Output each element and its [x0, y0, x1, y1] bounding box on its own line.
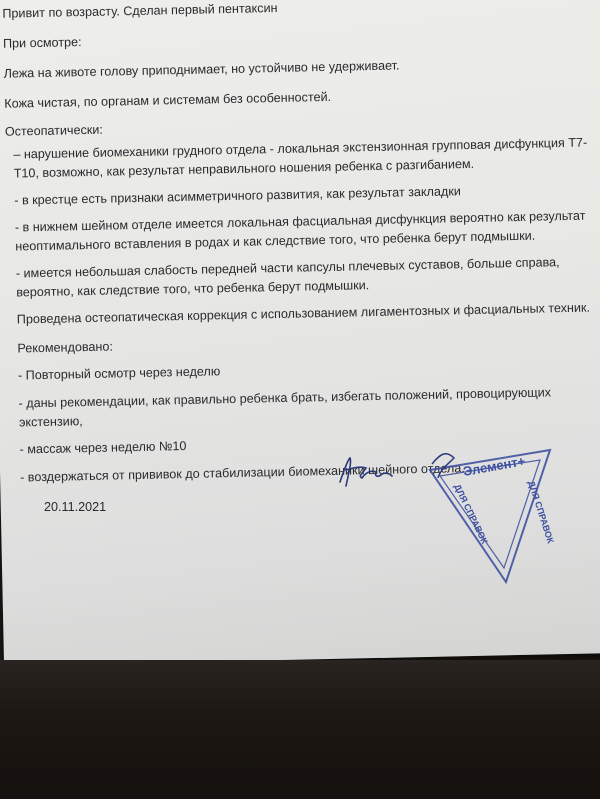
stamp-text-right: ДЛЯ СПРАВОК — [526, 479, 556, 545]
text-line-9: - в нижнем шейном отделе имеется локальная фасциальная дисфункция вероятно как результат — [14, 208, 586, 235]
dark-background — [0, 660, 600, 799]
text-line-10: неоптимального вставления в родах и как следствие того, что ребенка берут подмышки. — [15, 228, 536, 254]
stamp-text-left: ДЛЯ СПРАВОК — [452, 482, 490, 546]
text-line-18: - массаж через неделю №10 — [19, 438, 187, 457]
handwritten-signature — [332, 452, 412, 492]
text-line-2: При осмотре: — [2, 35, 82, 51]
triangle-stamp — [410, 430, 560, 590]
text-line-19: - воздержаться от прививок до стабилизации биомеханики шейного отдела. — [19, 461, 465, 485]
text-line-1: Привит по возрасту. Сделан первый пентаксин — [2, 0, 278, 21]
text-line-13: Проведена остеопатическая коррекция с использованием лигаментозных и фасциальных техник. — [16, 300, 591, 327]
text-line-8: - в крестце есть признаки асимметричного развития, как результат закладки — [14, 184, 461, 208]
text-line-14: Рекомендовано: — [17, 339, 114, 356]
text-line-6: – нарушение биомеханики грудного отдела - локальная экстензионная групповая дисфункция Т7- — [13, 135, 588, 162]
text-line-3: Лежа на животе голову приподнимает, но устойчиво не удерживает. — [3, 58, 400, 81]
text-line-12: вероятно, как следствие того, что ребенка берут подмышки. — [16, 278, 370, 300]
text-line-15: - Повторный осмотр через неделю — [17, 364, 221, 383]
text-line-4: Кожа чистая, по органам и системам без особенностей. — [4, 89, 332, 111]
text-line-17: экстензию, — [18, 414, 83, 430]
text-line-16: - даны рекомендации, как правильно ребенка брать, избегать положений, провоцирующих — [18, 385, 552, 411]
text-line-7: Т10, возможно, как результат неправильного ношения ребенка с разгибанием. — [13, 156, 475, 181]
text-line-11: - имеется небольшая слабость передней части капсулы плечевых суставов, больше справа, — [15, 255, 560, 281]
text-line-5: Остеопатически: — [4, 122, 103, 139]
document-date: 20.11.2021 — [44, 500, 107, 514]
stamp-brand: Элемент+ — [461, 453, 527, 479]
